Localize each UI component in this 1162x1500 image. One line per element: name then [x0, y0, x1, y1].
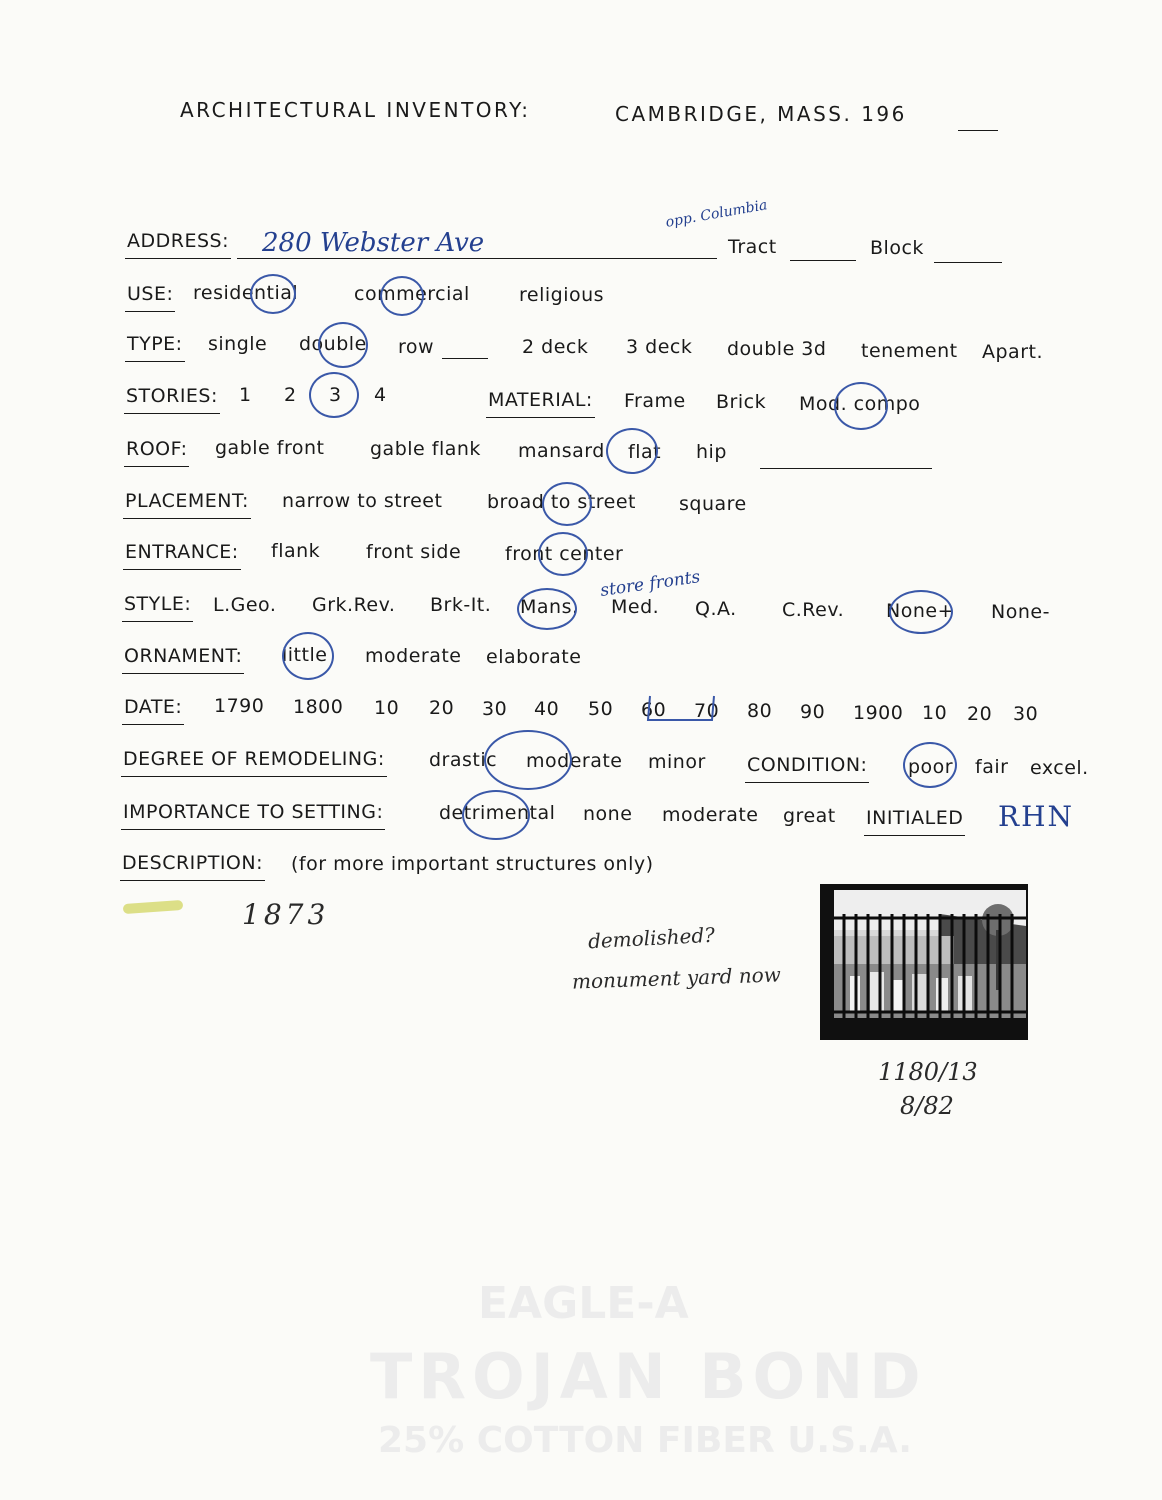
address-value[interactable]: 280 Webster Ave — [262, 228, 485, 258]
placement-label: PLACEMENT: — [125, 490, 249, 512]
placement-option-square[interactable]: square — [679, 493, 747, 515]
handwritten-year: 1873 — [242, 898, 330, 931]
date-option-70[interactable]: 70 — [694, 700, 720, 722]
date-option-80[interactable]: 80 — [747, 700, 773, 722]
placement-selection-circle — [542, 482, 592, 526]
remodeling-option-drastic[interactable]: drastic — [429, 749, 498, 771]
highlight-mark — [123, 900, 184, 914]
inventory-city: CAMBRIDGE, MASS. 196 — [615, 102, 907, 126]
photo-reference: 1180/13 — [878, 1058, 978, 1086]
roof-option-hip[interactable]: hip — [696, 441, 727, 463]
condition-option-fair[interactable]: fair — [975, 756, 1009, 778]
material-option-modcompo[interactable]: Mod. compo — [799, 393, 921, 415]
initialed-label: INITIALED — [866, 807, 964, 829]
use-selection-circle-2 — [380, 276, 424, 316]
roof-option-mansard[interactable]: mansard — [518, 440, 605, 462]
date-option-1900[interactable]: 1900 — [853, 702, 904, 724]
roof-label: ROOF: — [126, 438, 188, 460]
importance-option-none[interactable]: none — [583, 803, 633, 825]
type-option-2deck[interactable]: 2 deck — [522, 336, 589, 358]
date-option-30[interactable]: 30 — [482, 698, 508, 720]
ornament-label: ORNAMENT: — [124, 645, 243, 667]
condition-selection-circle — [903, 742, 957, 788]
date-option-90[interactable]: 90 — [800, 701, 826, 723]
date-option-1790[interactable]: 1790 — [214, 695, 265, 717]
date-option-1920[interactable]: 20 — [967, 703, 993, 725]
initialed-value[interactable]: RHN — [998, 800, 1074, 833]
date-option-10[interactable]: 10 — [374, 697, 400, 719]
ornament-selection-circle — [282, 632, 334, 680]
roof-selection-circle — [606, 428, 658, 474]
style-option-none-minus[interactable]: None- — [991, 601, 1050, 623]
stories-option-3[interactable]: 3 — [329, 384, 342, 406]
importance-option-detrimental[interactable]: detrimental — [439, 802, 556, 824]
importance-option-moderate[interactable]: moderate — [662, 804, 759, 826]
inventory-title: ARCHITECTURAL INVENTORY: — [180, 98, 531, 122]
condition-option-excel[interactable]: excel. — [1030, 757, 1089, 779]
type-option-double[interactable]: double — [299, 333, 367, 355]
style-note: store fronts — [599, 567, 702, 601]
remodeling-option-moderate[interactable]: moderate — [526, 750, 623, 772]
use-selection-circle-1 — [250, 274, 296, 314]
stories-option-4[interactable]: 4 — [374, 384, 387, 406]
type-option-double3d[interactable]: double 3d — [727, 338, 827, 360]
style-option-lgeo[interactable]: L.Geo. — [213, 594, 277, 616]
roof-option-gable-flank[interactable]: gable flank — [370, 438, 481, 460]
placement-option-narrow[interactable]: narrow to street — [282, 490, 443, 512]
block-line — [934, 262, 1002, 263]
tract-line — [790, 260, 856, 261]
use-label: USE: — [127, 283, 174, 305]
importance-selection-circle — [462, 790, 530, 840]
material-label: MATERIAL: — [488, 389, 593, 411]
date-option-1910[interactable]: 10 — [922, 702, 948, 724]
site-photograph — [820, 884, 1028, 1040]
date-option-40[interactable]: 40 — [534, 698, 560, 720]
type-selection-circle — [318, 322, 368, 368]
type-option-3deck[interactable]: 3 deck — [626, 336, 693, 358]
importance-option-great[interactable]: great — [783, 805, 836, 827]
handwritten-note-line2: monument yard now — [571, 962, 782, 994]
stories-selection-circle — [309, 372, 359, 418]
style-option-brkit[interactable]: Brk-It. — [430, 594, 492, 616]
year-blank — [958, 130, 998, 131]
roof-other-blank — [760, 468, 932, 469]
entrance-selection-circle — [538, 532, 588, 576]
date-option-20[interactable]: 20 — [429, 697, 455, 719]
date-range-bracket — [644, 694, 716, 724]
condition-option-poor[interactable]: poor — [908, 756, 954, 778]
address-line — [237, 258, 717, 259]
style-selection-circle-mans — [517, 588, 577, 630]
placement-option-broad[interactable]: broad to street — [487, 491, 637, 513]
condition-label: CONDITION: — [747, 754, 868, 776]
stories-label: STORIES: — [126, 385, 218, 407]
remodeling-option-minor[interactable]: minor — [648, 751, 706, 773]
photo-date: 8/82 — [900, 1092, 954, 1120]
importance-label: IMPORTANCE TO SETTING: — [123, 801, 384, 823]
stories-option-2[interactable]: 2 — [284, 384, 297, 406]
type-option-row[interactable]: row — [398, 336, 435, 358]
tract-label: Tract — [728, 236, 777, 258]
style-option-crev[interactable]: C.Rev. — [782, 599, 845, 621]
roof-option-gable-front[interactable]: gable front — [215, 437, 325, 459]
date-option-50[interactable]: 50 — [588, 698, 614, 720]
description-hint: (for more important structures only) — [291, 853, 654, 875]
type-label: TYPE: — [127, 333, 183, 355]
watermark-fiber: 25% COTTON FIBER U.S.A. — [378, 1420, 912, 1461]
style-label: STYLE: — [124, 593, 192, 615]
handwritten-note-line1: demolished? — [587, 922, 716, 954]
use-option-religious[interactable]: religious — [519, 284, 605, 306]
address-note: opp. Columbia — [664, 197, 769, 231]
roof-option-flat[interactable]: flat — [628, 441, 662, 463]
style-option-med[interactable]: Med. — [611, 596, 660, 618]
date-option-60[interactable]: 60 — [641, 699, 667, 721]
entrance-option-front-side[interactable]: front side — [366, 541, 462, 563]
ornament-option-little[interactable]: little — [282, 644, 328, 666]
entrance-label: ENTRANCE: — [125, 541, 239, 563]
stories-option-1[interactable]: 1 — [239, 384, 252, 406]
style-option-qa[interactable]: Q.A. — [695, 598, 737, 620]
date-label: DATE: — [124, 696, 183, 718]
style-option-grkrev[interactable]: Grk.Rev. — [312, 594, 396, 616]
entrance-option-flank[interactable]: flank — [271, 540, 321, 562]
material-option-brick[interactable]: Brick — [716, 391, 767, 413]
watermark-brand: EAGLE-A — [478, 1278, 689, 1329]
style-option-none-plus[interactable]: None+ — [886, 600, 954, 622]
remodeling-label: DEGREE OF REMODELING: — [123, 748, 385, 770]
ornament-option-elaborate[interactable]: elaborate — [486, 646, 582, 668]
use-option-commercial[interactable]: commercial — [354, 283, 470, 305]
material-option-frame[interactable]: Frame — [624, 390, 686, 412]
type-row-blank — [442, 358, 488, 359]
material-selection-circle — [834, 382, 888, 430]
type-option-single[interactable]: single — [208, 333, 268, 355]
style-option-mans[interactable]: Mans. — [520, 596, 579, 618]
date-option-1800[interactable]: 1800 — [293, 696, 344, 718]
use-option-residential[interactable]: residential — [193, 282, 299, 304]
style-selection-circle-none — [889, 590, 953, 634]
remodeling-selection-circle — [484, 730, 572, 790]
description-label: DESCRIPTION: — [122, 852, 264, 874]
entrance-option-front-center[interactable]: front center — [505, 543, 624, 565]
type-option-apart[interactable]: Apart. — [982, 341, 1044, 363]
date-option-1930[interactable]: 30 — [1013, 703, 1039, 725]
ornament-option-moderate[interactable]: moderate — [365, 645, 462, 667]
type-option-tenement[interactable]: tenement — [861, 340, 958, 362]
address-label: ADDRESS: — [127, 230, 229, 252]
block-label: Block — [870, 237, 924, 259]
watermark-name: TROJAN BOND — [370, 1340, 927, 1413]
